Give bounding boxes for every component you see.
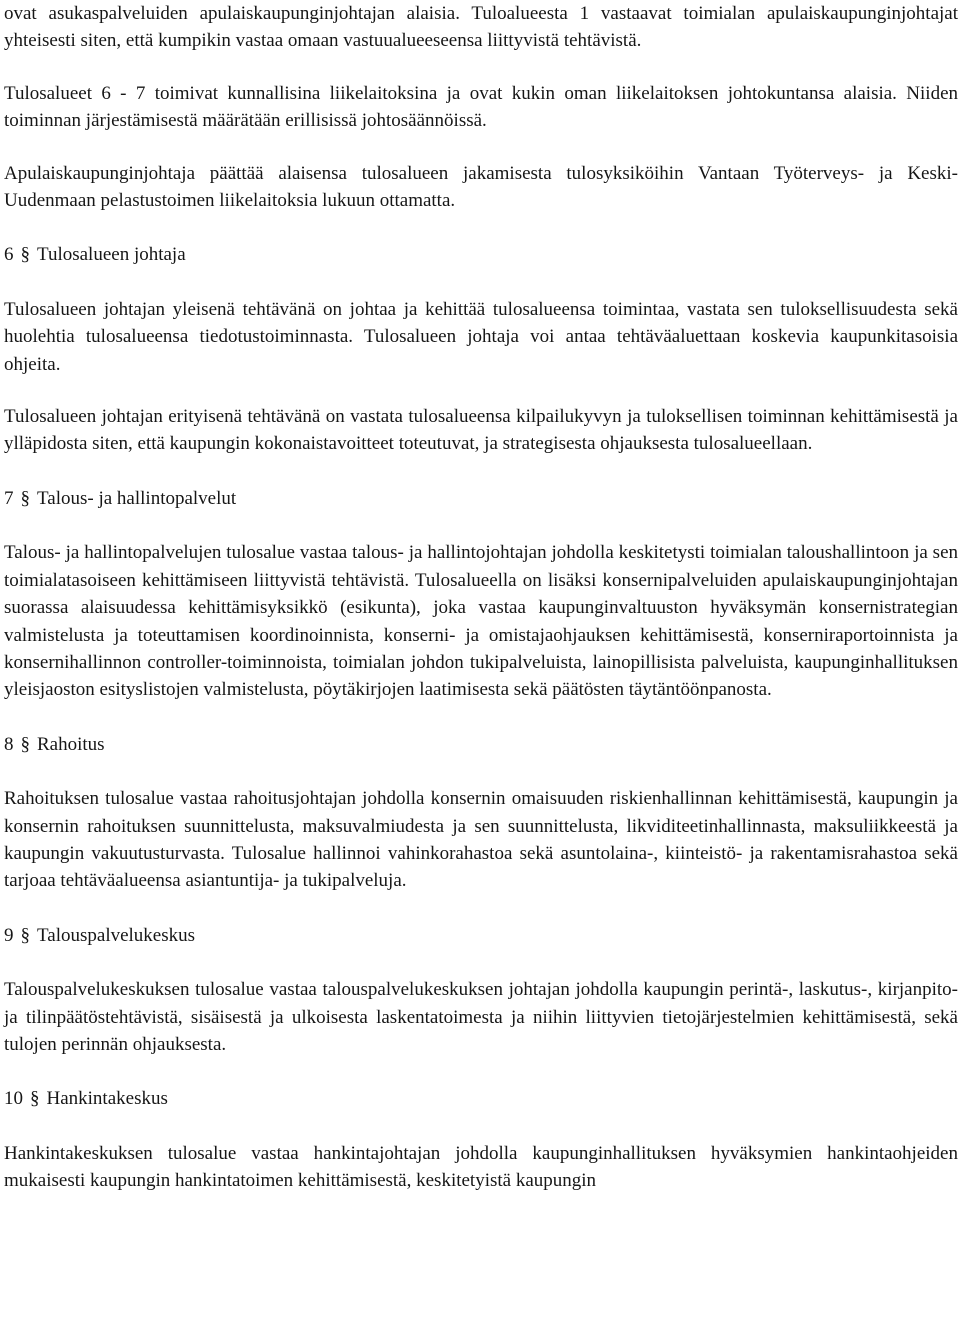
- paragraph: Tulosalueet 6 - 7 toimivat kunnallisina liikelaitoksina ja ovat kukin oman liikelaitoksen johtokuntansa alaisia. Niiden toiminnan järjestämisestä määrätään erillisissä johtosäännöissä.: [4, 82, 958, 132]
- section-number: 7: [4, 487, 14, 509]
- section-title: Tulosalueen johtaja: [37, 244, 186, 266]
- paragraph: Hankintakeskuksen tulosalue vastaa hankintajohtajan johdolla kaupunginhallituksen hyväksymien hankintaohjeiden mukaisesti kaupungin hankintatoimen kehittämisestä, keskitetyistä kaupungin: [4, 1142, 958, 1192]
- section-number: 8: [4, 733, 14, 755]
- section-9: [4, 922, 958, 1059]
- paragraph: Tulosalueen johtajan yleisenä tehtävänä on johtaa ja kehittää tulosalueensa toimintaa, vastata sen tuloksellisuudesta sekä huolehtia tulosalueensa tiedotustoiminnasta. Tulosalueen johtaja voi antaa tehtäväaluettaan koskevia kaupunkitasoisia ohjeita.: [4, 298, 958, 375]
- section-heading: [4, 1085, 958, 1112]
- section-heading: [4, 485, 958, 512]
- document-page: [4, 0, 958, 1195]
- section-number: 6: [4, 244, 14, 266]
- section-heading: [4, 731, 958, 758]
- section-title: Talous- ja hallintopalvelut: [37, 487, 237, 509]
- section-8: [4, 731, 958, 895]
- section-symbol: §: [20, 487, 30, 509]
- paragraph: Apulaiskaupunginjohtaja päättää alaisensa tulosalueen jakamisesta tulosyksiköihin Vantaan Työterveys- ja Keski-Uudenmaan pelastustoimen liikelaitoksia lukuun ottamatta.: [4, 162, 958, 212]
- section-symbol: §: [20, 733, 30, 755]
- paragraph: ovat asukaspalveluiden apulaiskaupunginjohtajan alaisia. Tuloalueesta 1 vastaavat toimialan apulaiskaupunginjohtajat yhteisesti siten, että kumpikin vastaa omaan vastuualueeseensa liittyvistä tehtävistä.: [4, 3, 958, 52]
- section-heading: [4, 922, 958, 949]
- section-number: 9: [4, 924, 14, 946]
- section-6: [4, 241, 958, 457]
- paragraph: Tulosalueen johtajan erityisenä tehtävänä on vastata tulosalueensa kilpailukyvyn ja tuloksellisen toiminnan kehittämisestä ja ylläpidosta siten, että kaupungin kokonaistavoitteet toteutuvat, ja strategisesta ohjauksesta tulosalueellaan.: [4, 406, 958, 455]
- paragraph: Talous- ja hallintopalvelujen tulosalue vastaa talous- ja hallintojohtajan johdolla keskitetysti toimialan taloushallintoon ja sen toimialatasoiseen kehittämiseen liittyvistä tehtävistä. Tulosalueella on lisäksi konsernipalveluiden apulaiskaupunginjohtajan suorassa alaisuudessa kehittämisyksikkö (esikunta), joka vastaa kaupunginvaltuuston hyväksymän konsernistrategian valmistelusta ja toteuttamisen koordinoinnista, konserni- ja omistajaohjauksen kehittämisestä, konserniraportoinnista ja konsernihallinnon controller-toiminnoista, toimialan johdon tukipalveluista, lainopillisista palveluista, kaupunginhallituksen yleisjaoston esityslistojen valmistelusta, pöytäkirjojen laatimisesta sekä päätösten täytäntöönpanosta.: [4, 542, 958, 701]
- paragraph: Rahoituksen tulosalue vastaa rahoitusjohtajan johdolla konsernin omaisuuden riskienhallinnan kehittämisestä, kaupungin ja konsernin rahoituksen suunnittelusta, maksuvalmiudesta ja sen suunnittelusta, likviditeetinhallinnasta, maksuliikkeestä ja kaupungin vakuutusturvasta. Tulosalue hallinnoi vahinkorahastoa sekä asuntolaina-, kiinteistö- ja rakentamisrahastoa sekä tarjoaa tehtäväalueensa asiantuntija- ja tukipalveluja.: [4, 788, 958, 892]
- section-title: Rahoitus: [37, 733, 105, 755]
- section-title: Talouspalvelukeskus: [37, 924, 196, 946]
- section-symbol: §: [20, 244, 30, 266]
- section-symbol: §: [20, 924, 30, 946]
- paragraph: Talouspalvelukeskuksen tulosalue vastaa talouspalvelukeskuksen johtajan johdolla kaupungin perintä-, laskutus-, kirjanpito- ja tilinpäätöstehtävistä, sisäisestä ja ulkoisesta laskentatoimesta ja niihin liittyvien tietojärjestelmien kehittämisestä, sekä tulojen perinnän ohjauksesta.: [4, 979, 958, 1055]
- section-title: Hankintakeskus: [46, 1088, 168, 1110]
- section-number: 10: [4, 1088, 23, 1110]
- section-7: [4, 485, 958, 704]
- section-symbol: §: [30, 1088, 40, 1110]
- section-heading: [4, 241, 958, 268]
- section-10: [4, 1085, 958, 1194]
